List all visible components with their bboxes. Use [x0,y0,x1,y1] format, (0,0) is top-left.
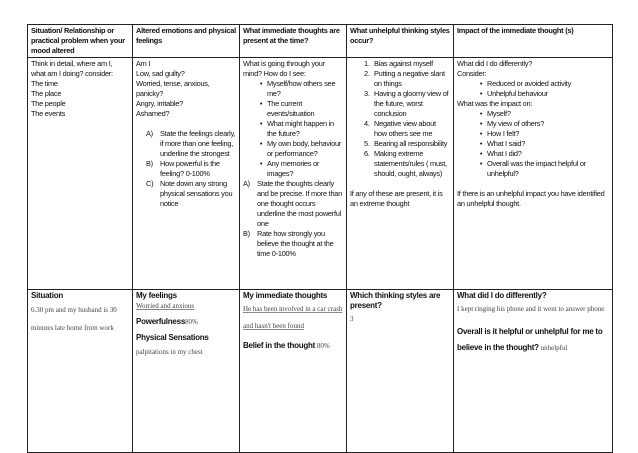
step-item: C) Note down any strong physical sensations you notice [146,179,233,208]
example-situation-text: 6.30 pm and my husband is 30 minutes late home from work [31,306,117,332]
thoughts-bullets [243,79,343,179]
example-thoughts-title: My immediate thoughts [243,291,328,300]
impact-note: If there is an unhelpful impact you have identified an unhelpful thought. [457,189,605,208]
guidance-line: Ashamed? [136,109,170,118]
header-thoughts: What immediate thoughts are present at the time? [240,25,347,58]
guidance-line: Angry, irritable? [136,99,183,108]
thinking-styles-guidance [347,58,454,290]
header-emotions: Altered emotions and physical feelings [133,25,240,58]
situation-guidance [28,58,133,290]
bullet-item: • What I said? [479,139,526,148]
emotions-steps [136,129,236,209]
bullet-item: • My own body, behaviour or performance? [259,139,342,158]
belief-value: 80% [316,342,330,350]
guidance-line: The place [31,89,62,98]
numbered-item: 1. Bias against myself [364,59,433,68]
example-impact-text: I kept ringing his phone and it went to answer phone [457,305,605,313]
bullet-item: • Overall was the impact helpful or unhelpful? [479,159,586,178]
bullet-item: • My view of others? [479,119,545,128]
thoughts-guidance [240,58,347,290]
step-item: A) State the thoughts clearly and be precise. If more than one thought occurs underline the most powerful one [243,179,343,228]
impact-guidance [454,58,613,290]
powerfulness-value: 80% [185,318,198,326]
example-thoughts [240,290,347,453]
guidance-line: Am I [136,59,151,68]
physical-sensations-label: Physical Sensations [136,333,209,342]
example-thinking-styles [347,290,454,453]
impact-consider: Consider: [457,69,487,78]
guidance-line: Worried, tense, anxious, [136,79,210,88]
example-situation-title: Situation [31,291,63,300]
example-styles-value: 3 [350,315,354,323]
impact-on-label: What was the impact on: [457,99,533,108]
example-feelings [133,290,240,453]
bullet-item: • Reduced or avoided activity [479,79,572,88]
bullet-item: • What I did? [479,149,522,158]
thinking-styles-note: If any of these are present, it is an extreme thought [350,189,443,208]
guidance-line: Low, sad guilty? [136,69,185,78]
overall-label: Overall is it helpful or unhelpful for me to believe in the thought? [457,327,603,352]
guidance-line: Think in detail, where am I, [31,59,113,68]
thinking-styles-list [350,59,450,179]
thoughts-steps [243,179,343,259]
belief-label: Belief in the thought [243,341,316,350]
example-row [28,290,613,453]
header-situation: Situation/ Relationship or practical problem when your mood altered [28,25,133,58]
impact-list-1 [457,79,609,99]
header-thinking-styles: What unhelpful thinking styles occur? [347,25,454,58]
thought-record-table [27,24,613,453]
bullet-item: • How I felt? [479,129,520,138]
numbered-item: 3. Having a gloomy view of the future, worst conclusion [364,89,449,118]
bullet-item: • What might happen in the future? [259,119,334,138]
step-item: B) Rate how strongly you believe the thought at the time 0-100% [243,229,334,258]
numbered-item: 5. Bearing all responsibility [364,139,448,148]
impact-question: What did I do differently? [457,59,533,68]
header-row [28,25,613,58]
powerfulness-label: Powerfulness [136,317,186,326]
emotions-guidance [133,58,240,290]
impact-list-2 [457,109,609,179]
step-item: B) How powerful is the feeling? 0-100% [146,159,220,178]
bullet-item: • Myself? [479,109,511,118]
step-item: A) State the feelings clearly, if more than one feeling, underline the strongest [146,129,236,158]
guidance-line: The events [31,109,66,118]
numbered-item: 2. Putting a negative slant on things [364,69,445,88]
example-thoughts-text: He has been involved in a car crash and hasn't been found [243,305,343,330]
example-impact [454,290,613,453]
bullet-item: • The current events/situation [259,99,315,118]
example-situation [28,290,133,453]
numbered-item: 6. Making extreme statements/rules ( must, should, ought, always) [364,149,447,178]
numbered-item: 4. Negative view about how others see me [364,119,436,138]
guidance-row [28,58,613,290]
guidance-line: The time [31,79,58,88]
overall-value: unhelpful [540,344,568,352]
bullet-item: • Any memories or images? [259,159,320,178]
example-impact-title: What did I do differently? [457,291,547,300]
physical-sensations-text: palpitations in my chest [136,348,203,356]
example-styles-title: Which thinking styles are present? [350,291,441,310]
example-feelings-text: Worried and anxious [136,302,195,310]
header-impact: Impact of the immediate thought (s) [454,25,613,58]
thoughts-intro: What is going through your mind? How do I see: [243,59,325,78]
bullet-item: • Unhelpful behaviour [479,89,548,98]
example-feelings-title: My feelings [136,291,177,300]
guidance-line: The people [31,99,66,108]
guidance-line: panicky? [136,89,164,98]
bullet-item: • Myself/how others see me? [259,79,336,98]
guidance-line: what am I doing? consider: [31,69,113,78]
